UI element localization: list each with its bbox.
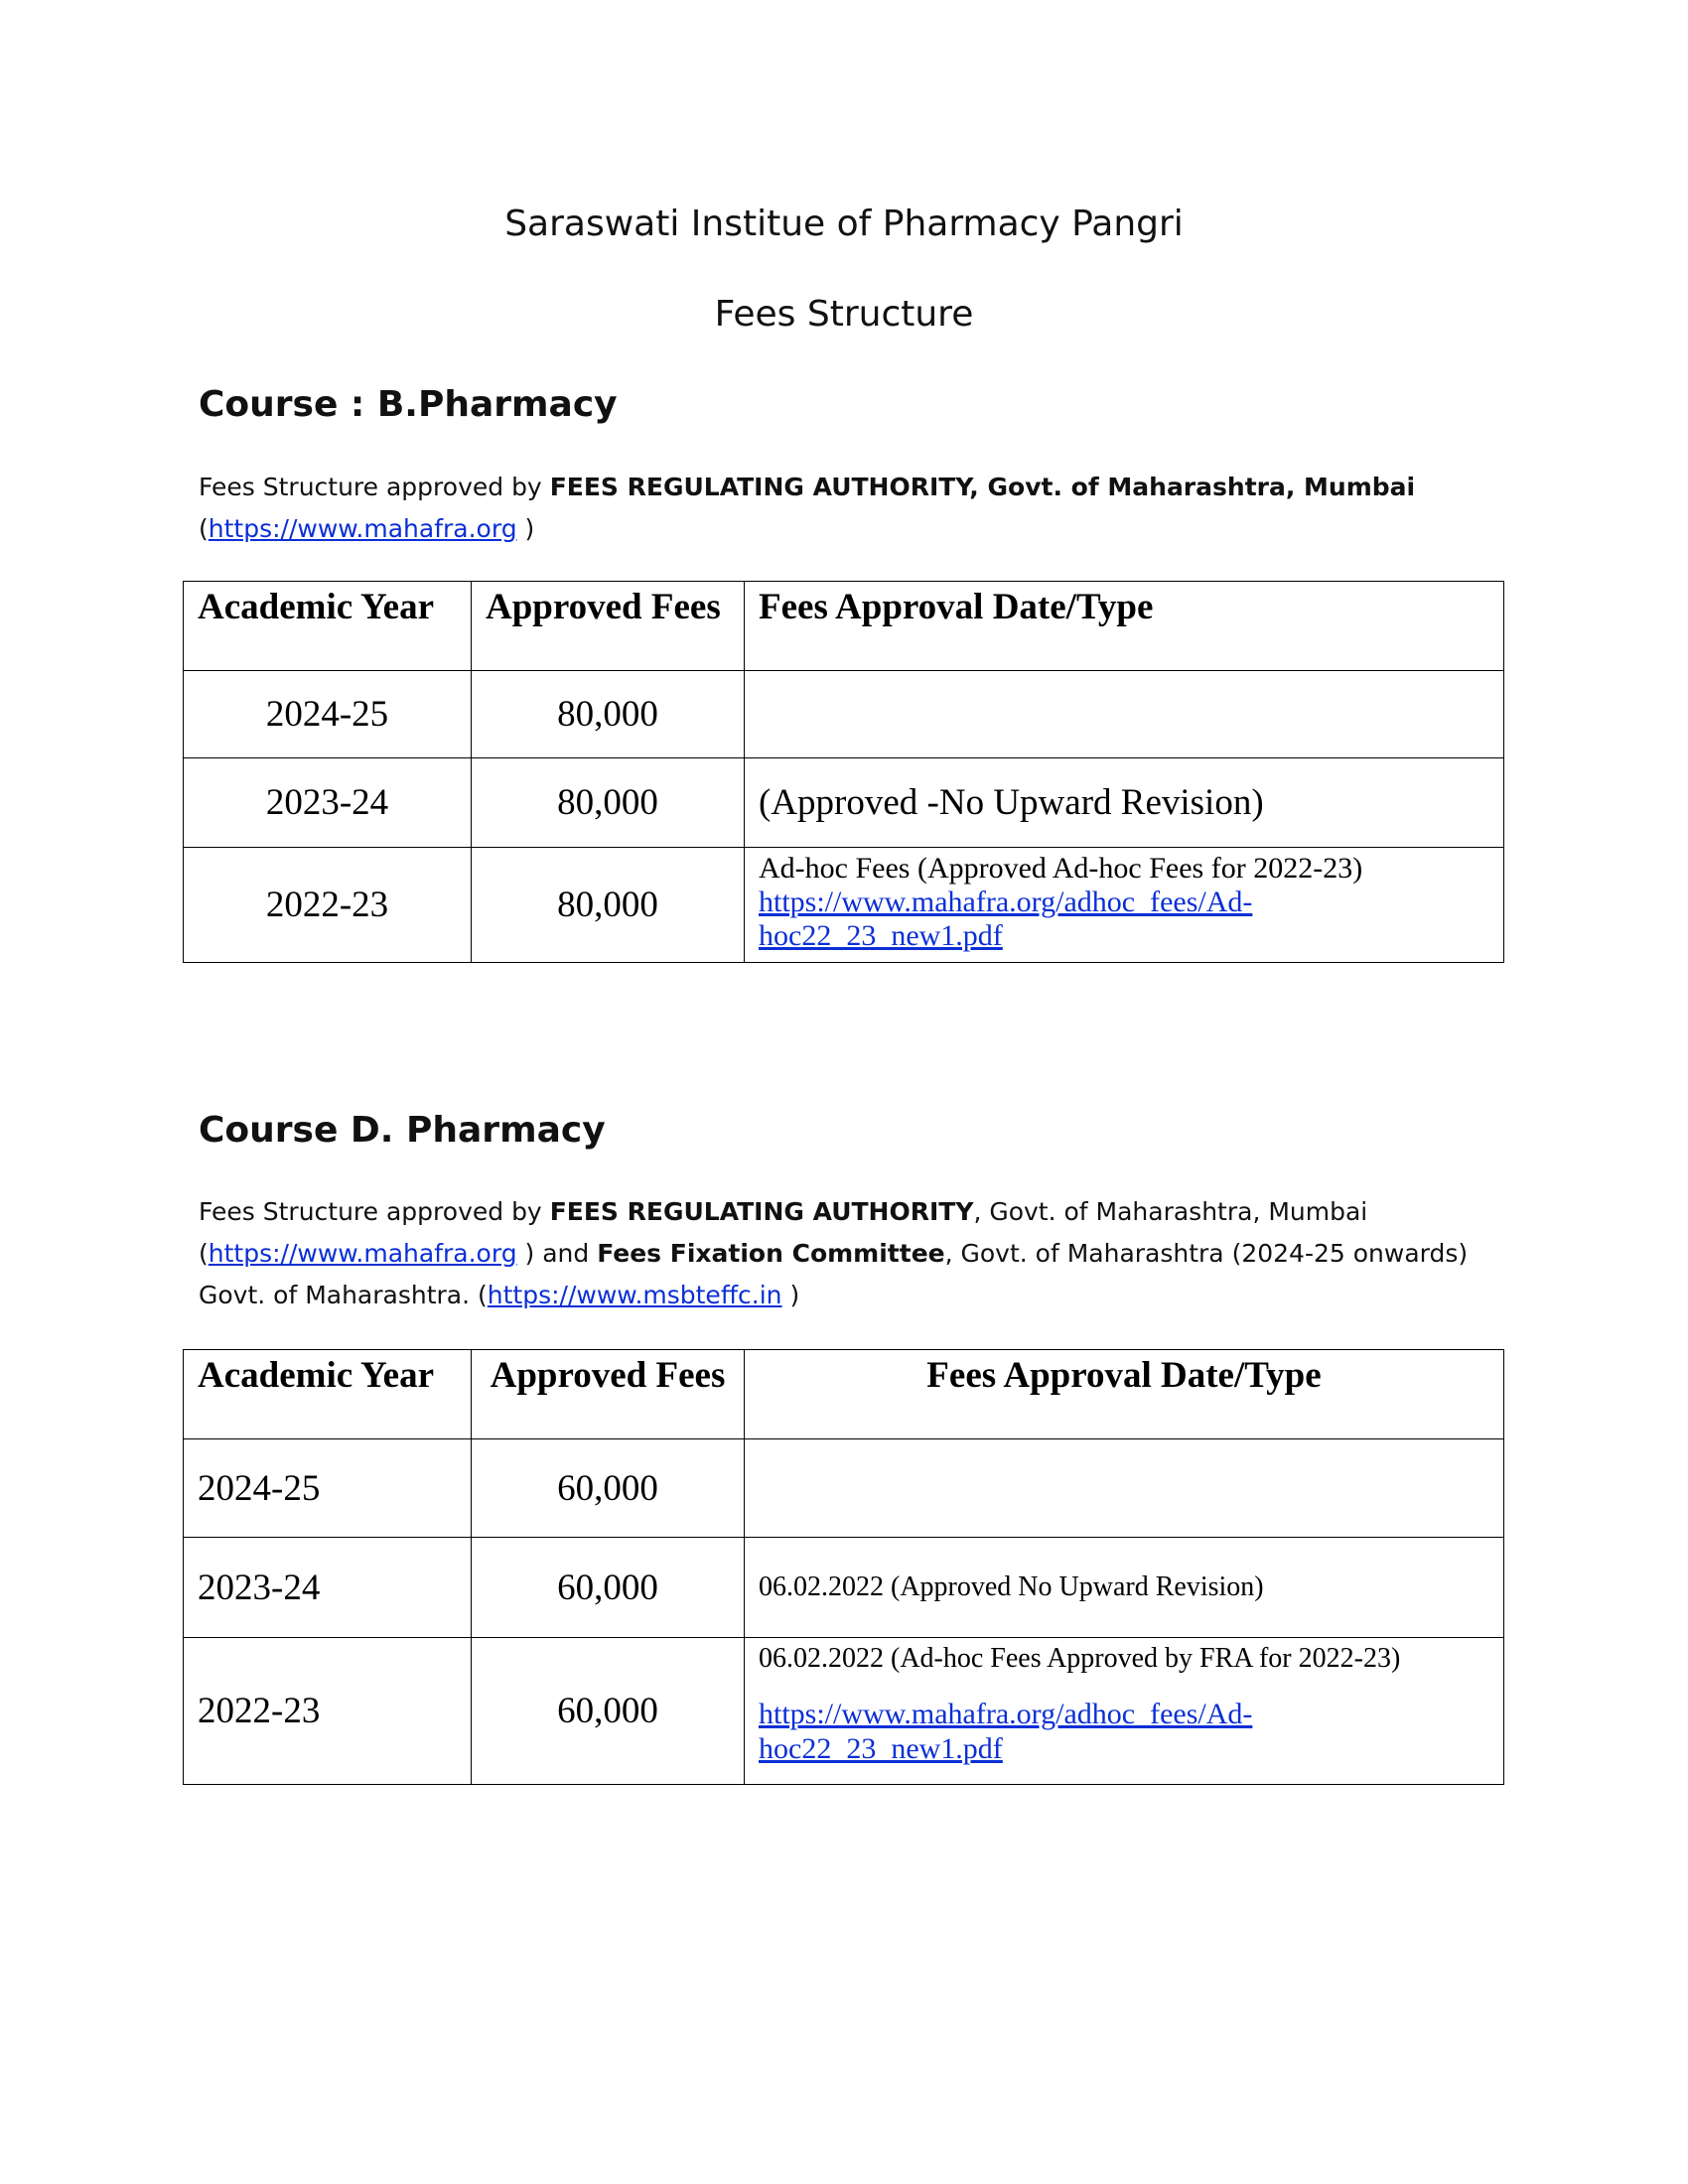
adhoc-link-part1[interactable]: https://www.mahafra.org/adhoc_fees/Ad- bbox=[759, 1698, 1253, 1730]
dpharm-heading: Course D. Pharmacy bbox=[199, 1110, 606, 1151]
column-header-approved-fees: Approved Fees bbox=[472, 582, 745, 671]
approved-fees-cell: 80,000 bbox=[472, 848, 745, 963]
dpharm-mahafra-link[interactable]: https://www.mahafra.org bbox=[208, 1239, 517, 1268]
page-subtitle: Fees Structure bbox=[714, 294, 974, 335]
column-header-academic-year: Academic Year bbox=[184, 582, 472, 671]
approval-type-cell bbox=[745, 848, 1504, 963]
approval-type-text: 06.02.2022 (Ad-hoc Fees Approved by FRA for 2022-23) bbox=[759, 1643, 1401, 1674]
dpharm-intro-text: Fees Structure approved by bbox=[199, 1197, 550, 1226]
column-header-academic-year: Academic Year bbox=[184, 1350, 472, 1439]
academic-year-cell: 2022-23 bbox=[184, 848, 472, 963]
bpharm-paren-open: ( bbox=[199, 514, 209, 543]
approved-fees-cell: 60,000 bbox=[472, 1439, 745, 1538]
table-row bbox=[184, 1439, 1504, 1538]
academic-year-cell: 2024-25 bbox=[184, 671, 472, 758]
academic-year-cell: 2023-24 bbox=[184, 1538, 472, 1638]
table-row bbox=[184, 1538, 1504, 1638]
academic-year-cell: 2024-25 bbox=[184, 1439, 472, 1538]
adhoc-link-part2[interactable]: hoc22_23_new1.pdf bbox=[759, 919, 1003, 952]
academic-year-cell: 2023-24 bbox=[184, 758, 472, 848]
table-row bbox=[184, 848, 1504, 963]
bpharm-intro-authority: FEES REGULATING AUTHORITY, Govt. of Maharashtra, Mumbai bbox=[549, 473, 1416, 501]
dpharm-mid-rest: , Govt. of Maharashtra (2024-25 onwards) bbox=[944, 1239, 1469, 1268]
adhoc-fees-link[interactable] bbox=[759, 886, 1252, 952]
table-header-row bbox=[184, 582, 1504, 671]
table-row bbox=[184, 758, 1504, 848]
bpharm-paren-close: ) bbox=[516, 514, 535, 543]
column-header-approval-type: Fees Approval Date/Type bbox=[745, 582, 1504, 671]
bpharm-fees-table bbox=[183, 581, 1504, 963]
dpharm-line3-close: ) bbox=[781, 1281, 800, 1309]
approval-type-cell: (Approved -No Upward Revision) bbox=[745, 758, 1504, 848]
approval-type-cell: 06.02.2022 (Approved No Upward Revision) bbox=[745, 1538, 1504, 1638]
dpharm-intro bbox=[199, 1191, 1509, 1316]
institute-title: Saraswati Institue of Pharmacy Pangri bbox=[504, 204, 1184, 244]
adhoc-link-part1[interactable]: https://www.mahafra.org/adhoc_fees/Ad- bbox=[759, 886, 1253, 918]
table-header-row bbox=[184, 1350, 1504, 1439]
approval-type-cell bbox=[745, 1439, 1504, 1538]
dpharm-intro-authority: FEES REGULATING AUTHORITY bbox=[549, 1197, 974, 1226]
approved-fees-cell: 80,000 bbox=[472, 758, 745, 848]
approved-fees-cell: 60,000 bbox=[472, 1638, 745, 1785]
dpharm-intro-rest: , Govt. of Maharashtra, Mumbai bbox=[973, 1197, 1368, 1226]
dpharm-fees-table bbox=[183, 1349, 1504, 1785]
dpharm-msbteffc-link[interactable]: https://www.msbteffc.in bbox=[487, 1281, 782, 1309]
approved-fees-cell: 80,000 bbox=[472, 671, 745, 758]
dpharm-paren-open: ( bbox=[199, 1239, 209, 1268]
adhoc-fees-link[interactable] bbox=[759, 1698, 1252, 1765]
dpharm-line3-text: Govt. of Maharashtra. ( bbox=[199, 1281, 488, 1309]
approval-type-cell bbox=[745, 1638, 1504, 1785]
dpharm-committee: Fees Fixation Committee bbox=[597, 1239, 945, 1268]
dpharm-mid-close: ) and bbox=[516, 1239, 598, 1268]
column-header-approved-fees: Approved Fees bbox=[472, 1350, 745, 1439]
approval-type-text: Ad-hoc Fees (Approved Ad-hoc Fees for 2022-23) bbox=[759, 852, 1363, 885]
academic-year-cell: 2022-23 bbox=[184, 1638, 472, 1785]
adhoc-link-part2[interactable]: hoc22_23_new1.pdf bbox=[759, 1732, 1003, 1765]
approved-fees-cell: 60,000 bbox=[472, 1538, 745, 1638]
bpharm-mahafra-link[interactable]: https://www.mahafra.org bbox=[208, 514, 517, 543]
column-header-approval-type: Fees Approval Date/Type bbox=[745, 1350, 1504, 1439]
table-row bbox=[184, 671, 1504, 758]
table-row bbox=[184, 1638, 1504, 1785]
approval-type-cell bbox=[745, 671, 1504, 758]
bpharm-intro-text: Fees Structure approved by bbox=[199, 473, 550, 501]
bpharm-intro bbox=[199, 467, 1509, 550]
bpharm-heading: Course : B.Pharmacy bbox=[199, 384, 618, 425]
